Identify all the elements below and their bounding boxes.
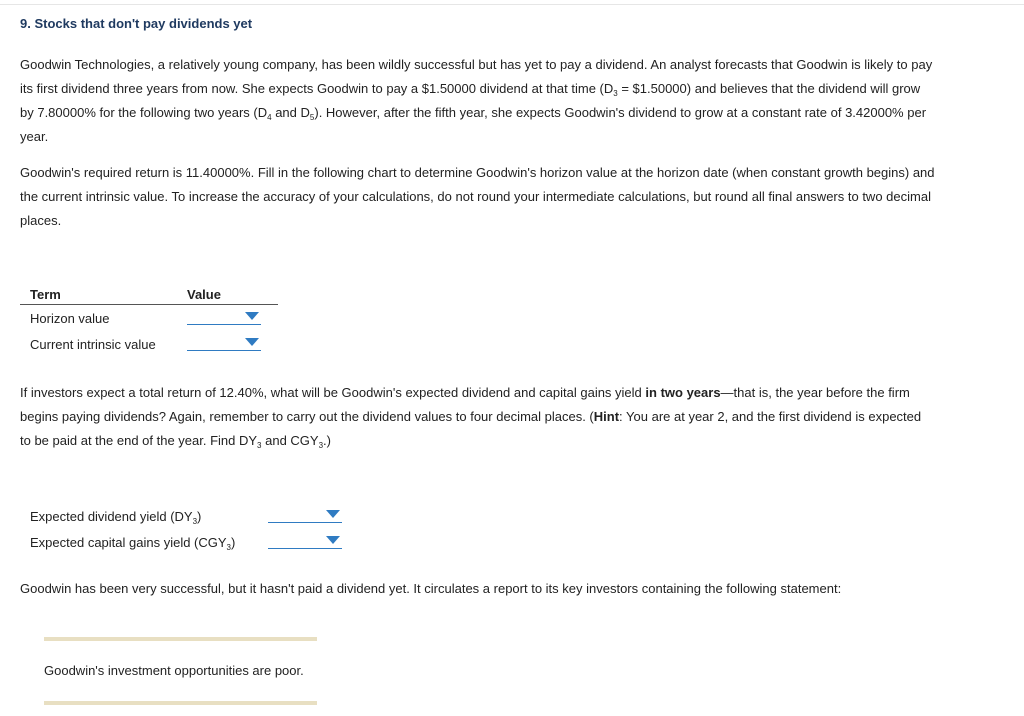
- intro-paragraph: Goodwin Technologies, a relatively young company, has been wildly successful but has yet to pay a dividend. An analyst forecasts that Goodwin is likely to pay its first dividend three years from now. She expects Goodwin to pay a $1.50000 dividend at that time ($D_3$ = $1.50000) and believes that the dividend will grow by 7.80000% for the following two years ($D_4$ and $D_5$). However, after the fifth year, she expects Goodwin's dividend to grow at a constant rate of 3.42000% per year.: [20, 57, 933, 144]
- statement-text: Goodwin's investment opportunities are poor.: [44, 663, 304, 678]
- chevron-down-icon: [326, 510, 340, 518]
- valuation-table: [20, 284, 278, 357]
- chevron-down-icon: [245, 312, 259, 320]
- table-row: [20, 503, 350, 529]
- table-row: [20, 305, 278, 331]
- chevron-down-icon: [245, 338, 259, 346]
- instructions-paragraph: Goodwin's required return is 11.40000%. Fill in the following chart to determine Goodwin's horizon value at the horizon date (when constant growth begins) and the current intrinsic value. To increase the accuracy of your calculations, do not round your intermediate calculations, but round all final answers to two decimal places.: [20, 165, 935, 228]
- statement-bottom-rule: [44, 701, 317, 705]
- capital-gains-yield-dropdown[interactable]: [268, 532, 342, 549]
- dividend-yield-label: Expected dividend yield $(DY_3)$: [30, 508, 202, 526]
- report-paragraph: Goodwin has been very successful, but it hasn't paid a dividend yet. It circulates a report to its key investors containing the following statement:: [20, 581, 842, 596]
- chevron-down-icon: [326, 536, 340, 544]
- yield-question-paragraph: If investors expect a total return of 12.40%, what will be Goodwin's expected dividend and capital gains yield in two years—that is, the year before the firm begins paying dividends? Again, remember to carry out the dividend values to four decimal places. (Hint: You are at year 2, and the first dividend is expected to be paid at the end of the year. Find $DY_3$ and $CGY_3$.): [20, 385, 922, 450]
- table-row: [20, 529, 350, 555]
- table-row: [20, 331, 278, 357]
- horizon-value-label: Horizon value: [30, 310, 110, 326]
- current-intrinsic-value-dropdown[interactable]: [187, 334, 261, 351]
- top-divider: [0, 4, 1024, 5]
- question-title: 9. Stocks that don't pay dividends yet: [20, 16, 253, 31]
- statement-top-rule: [44, 637, 317, 641]
- statement-box: [44, 637, 317, 705]
- header-term: Term: [30, 286, 61, 302]
- dividend-yield-dropdown[interactable]: [268, 506, 342, 523]
- capital-gains-yield-label: Expected capital gains yield $(CGY_3)$: [30, 534, 236, 552]
- current-intrinsic-value-label: Current intrinsic value: [30, 336, 156, 352]
- header-value: Value: [187, 286, 221, 302]
- table-header: [20, 284, 278, 305]
- horizon-value-dropdown[interactable]: [187, 308, 261, 325]
- yield-table: [20, 503, 350, 555]
